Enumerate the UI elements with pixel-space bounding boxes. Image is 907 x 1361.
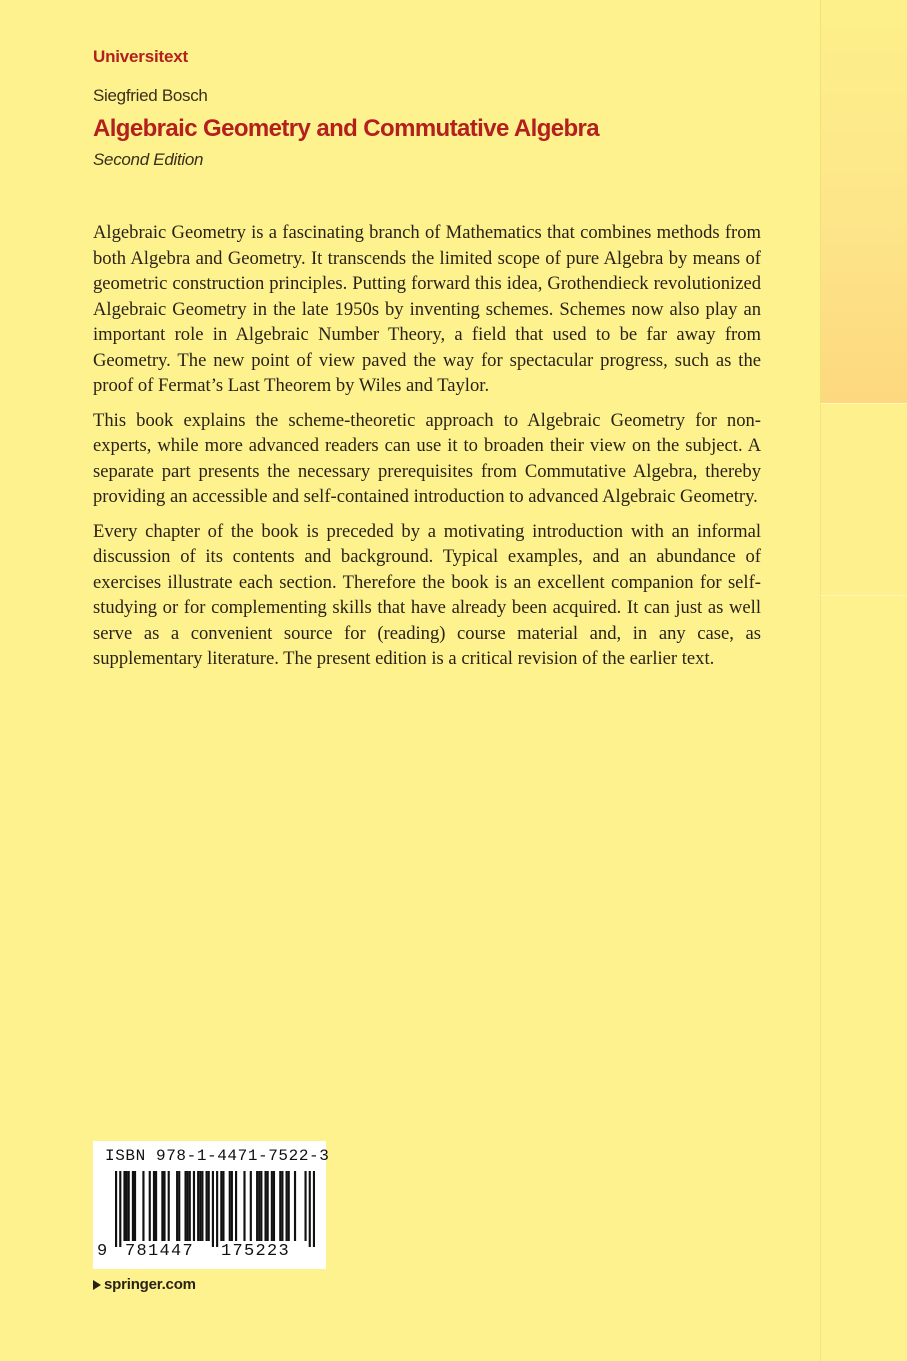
barcode-bar xyxy=(206,1171,208,1241)
barcode-bar xyxy=(256,1171,258,1241)
color-band-top xyxy=(820,0,907,403)
isbn-barcode-box xyxy=(93,1141,330,1269)
barcode-bar xyxy=(286,1171,288,1241)
blurb-paragraph-3: Every chapter of the book is preceded by a motivating introduction with an informal discussion of its contents and background. Typical examples, and an abundance of exercises illustrate each section. Therefore the book is an excellent companion for self-studying or for complementing skills that have already been acquired. It can just as well serve as a convenient source for (reading) course material and, in any case, as supplementary literature. The present edition is a critical revision of the earlier text. xyxy=(93,520,761,669)
barcode xyxy=(115,1171,315,1247)
publisher-website: springer.com xyxy=(104,1276,196,1293)
series-name: Universitext xyxy=(93,47,188,66)
barcode-bar xyxy=(155,1171,157,1241)
barcode-bar xyxy=(142,1171,144,1241)
barcode-bar xyxy=(216,1171,218,1247)
blurb-text xyxy=(93,220,761,681)
barcode-bar xyxy=(222,1171,224,1241)
barcode-bar xyxy=(134,1171,136,1241)
barcode-bar xyxy=(115,1171,117,1247)
barcode-bar xyxy=(304,1171,306,1241)
isbn-label: ISBN 978-1-4471-7522-3 xyxy=(105,1147,330,1165)
barcode-bar xyxy=(176,1171,178,1241)
barcode-bar xyxy=(149,1171,151,1241)
color-band-bottom xyxy=(820,595,907,1361)
book-title: Algebraic Geometry and Commutative Algebra xyxy=(93,115,600,142)
barcode-bar xyxy=(264,1171,266,1241)
barcode-bar xyxy=(119,1171,121,1247)
barcode-bar xyxy=(178,1171,180,1241)
publisher-link[interactable] xyxy=(93,1276,196,1293)
ean-left-digits: 781447 xyxy=(125,1242,195,1261)
barcode-bar xyxy=(309,1171,311,1247)
barcode-bar xyxy=(260,1171,262,1241)
color-band xyxy=(820,0,907,1360)
author-name: Siegfried Bosch xyxy=(93,86,208,105)
barcode-bar xyxy=(220,1171,222,1241)
blurb-paragraph-1: Algebraic Geometry is a fascinating branch of Mathematics that combines methods from both Algebra and Geometry. It transcends the limited scope of pure Algebra by means of geometric construction principles. Putting forward this idea, Grothendieck revolutionized Algebraic Geometry in the late 1950s by inventing schemes. Schemes now also play an important role in Algebraic Number Theory, a field that used to be far away from Geometry. The new point of view paved the way for spectacular progress, such as the proof of Fermat’s Last Theorem by Wiles and Taylor. xyxy=(93,222,761,396)
barcode-bar xyxy=(208,1171,210,1241)
barcode-bar xyxy=(313,1171,315,1247)
barcode-bar xyxy=(193,1171,195,1241)
ean-right-digits: 175223 xyxy=(221,1242,291,1261)
barcode-bar xyxy=(243,1171,245,1241)
barcode-bar xyxy=(201,1171,203,1241)
ean-first-digit: 9 xyxy=(97,1242,108,1261)
blurb-paragraph-2: This book explains the scheme-theoretic approach to Algebraic Geometry for non-experts, while more advanced readers can use it to broaden their view on the subject. A separate part presents the necessary prerequisites from Commutative Algebra, thereby providing an accessible and self-contained introduction to advanced Algebraic Geometry. xyxy=(93,409,761,507)
barcode-bar xyxy=(294,1171,296,1241)
barcode-bar xyxy=(229,1171,231,1241)
barcode-bar xyxy=(279,1171,281,1241)
barcode-bar xyxy=(281,1171,283,1241)
barcode-bar xyxy=(132,1171,134,1241)
barcode-bar xyxy=(123,1171,125,1241)
barcode-bar xyxy=(288,1171,290,1241)
barcode-bar xyxy=(189,1171,191,1241)
barcode-bar xyxy=(197,1171,199,1241)
barcode-bar xyxy=(235,1171,237,1241)
edition-label: Second Edition xyxy=(93,150,204,169)
barcode-bar xyxy=(184,1171,186,1241)
barcode-bar xyxy=(273,1171,275,1241)
color-band-middle xyxy=(820,403,907,596)
barcode-bar xyxy=(153,1171,155,1241)
barcode-bar xyxy=(212,1171,214,1247)
barcode-bar xyxy=(271,1171,273,1241)
barcode-bar xyxy=(250,1171,252,1241)
barcode-bar xyxy=(267,1171,269,1241)
arrow-right-icon xyxy=(93,1280,101,1290)
barcode-bar xyxy=(187,1171,189,1241)
barcode-bar xyxy=(168,1171,170,1241)
barcode-bar xyxy=(231,1171,233,1241)
barcode-bar xyxy=(199,1171,201,1241)
barcode-bar xyxy=(163,1171,165,1241)
barcode-bar xyxy=(128,1171,130,1241)
barcode-bar xyxy=(161,1171,163,1241)
barcode-bar xyxy=(126,1171,128,1241)
barcode-bar xyxy=(258,1171,260,1241)
